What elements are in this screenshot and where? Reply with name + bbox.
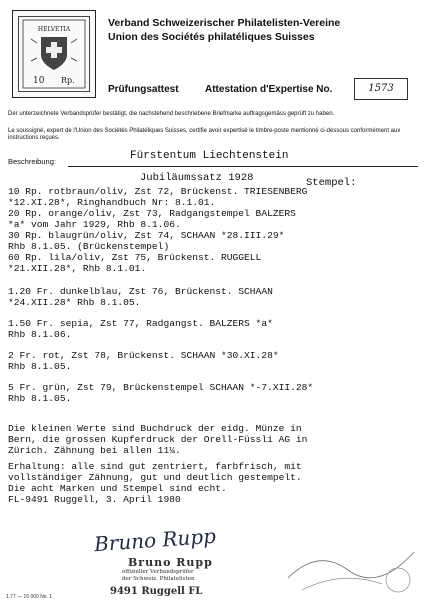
note-line: Bern, die grossen Kupferdruck der Orell-Füssli AG in [8, 434, 308, 445]
list-item-l1: 1.50 Fr. sepia, Zst 77, Radgangst. BALZERS *a* [8, 318, 273, 329]
note-line: Die kleinen Werte sind Buchdruck der eidg. Münze in [8, 423, 302, 434]
title-fr: Attestation d'Expertise No. [205, 84, 333, 95]
postmark-scribble-icon [282, 534, 420, 596]
seal-stamp-image [12, 10, 96, 98]
description-label: Beschreibung: [8, 157, 56, 166]
print-code: 1.77 — 15 000 No. 1 [6, 594, 53, 600]
org-name-de: Verband Schweizerischer Philatelisten-Vereine [108, 17, 341, 29]
list-item-l1: 30 Rp. blaugrün/oliv, Zst 74, SCHAAN *28.III.29* [8, 230, 285, 241]
description-line1: Fürstentum Liechtenstein [130, 150, 289, 162]
intro-de: Der unterzeichnete Verbandsprüfer bestätigt, die nachstehend beschriebene Briefmarke auftragsgemäss geprüft zu haben. [8, 111, 335, 117]
stempel-label: Stempel: [306, 177, 357, 189]
org-name-fr: Union des Sociétés philatéliques Suisses [108, 31, 315, 43]
seal-label: HELVETIA [37, 26, 71, 33]
notes-block [8, 423, 307, 505]
list-item-l2: Rhb 8.1.05. [8, 393, 72, 404]
list-item-l2: *12.XI.28*, Ringhandbuch Nr: 8.1.01. [8, 197, 216, 208]
seal-emblem-icon [13, 11, 95, 97]
list-item-l1: 1.20 Fr. dunkelblau, Zst 76, Brückenst. SCHAAN [8, 286, 273, 297]
list-item-l2: *a* vom Jahr 1929, Rhb 8.1.06. [8, 219, 181, 230]
stamp-name: Bruno Rupp [128, 556, 213, 569]
list-item-l2: *21.XII.28*, Rhb 8.1.01. [8, 263, 147, 274]
list-item-l1: 10 Rp. rotbraun/oliv, Zst 72, Brückenst. TRIESENBERG [8, 186, 308, 197]
list-item-l1: 5 Fr. grün, Zst 79, Brückenstempel SCHAAN *-7.XII.28* [8, 382, 314, 393]
note-line: FL-9491 Ruggell, 3. April 1980 [8, 494, 181, 505]
stamp-list [8, 186, 313, 404]
note-line: Zürich. Zähnung bei allen 11¼. [8, 445, 181, 456]
seal-value-left: 10 [33, 76, 45, 86]
handwritten-signature: Bruno Rupp [93, 523, 217, 557]
note-line: Die acht Marken und Stempel sind echt. [8, 483, 227, 494]
list-item-l1: 60 Rp. lila/oliv, Zst 75, Brückenst. RUGGELL [8, 252, 262, 263]
list-item-l1: 2 Fr. rot, Zst 78, Brückenst. SCHAAN *30.XI.28* [8, 350, 279, 361]
note-line: vollständiger Zähnung, gut und deutlich gestempelt. [8, 472, 302, 483]
list-item-l1: 20 Rp. orange/oliv, Zst 73, Radgangstempel BALZERS [8, 208, 296, 219]
stamp-line2: der Schweiz. Philatelisten [122, 576, 195, 582]
list-item-l2: Rhb 8.1.06. [8, 329, 72, 340]
intro-fr: Le soussigné, expert de l'Union des Sociétés Philatéliques Suisses, certifie avoir expertisé le timbre-poste mentionné ci-dessous conformément aux instructions reçues. [8, 128, 401, 141]
seal-value-right: Rp. [61, 76, 75, 85]
description-line2: Jubiläumssatz 1928 [140, 172, 254, 184]
list-item-l2: *24.XII.28* Rhb 8.1.05. [8, 297, 141, 308]
note-line: Erhaltung: alle sind gut zentriert, farbfrisch, mit [8, 461, 302, 472]
list-item-l2: Rhb 8.1.05. [8, 361, 72, 372]
certificate-number: 1573 [354, 78, 408, 100]
description-rule [68, 166, 418, 167]
title-de: Prüfungsattest [108, 84, 179, 95]
list-item-l2: Rhb 8.1.05. (Brückenstempel) [8, 241, 170, 252]
stamp-place: 9491 Ruggell FL [110, 586, 203, 597]
stamp-line1: offizieller Verbandsprüfer [122, 569, 194, 575]
